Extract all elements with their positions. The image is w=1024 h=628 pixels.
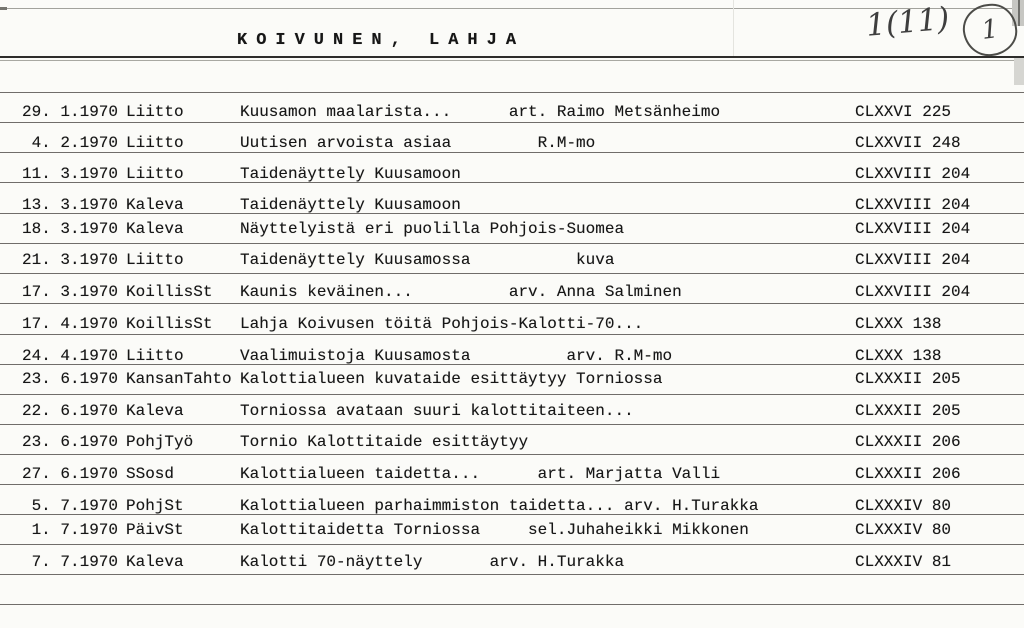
entry-reference: CLXXVIII 204 <box>855 251 971 269</box>
entry-title: Taidenäyttely Kuusamoon <box>240 196 461 214</box>
entry-date: 24. 4.1970 <box>21 347 118 365</box>
entry-reference: CLXXXIV 80 <box>855 497 952 515</box>
table-row <box>0 315 1024 333</box>
sheet-count-note: 1(11) <box>864 0 951 44</box>
entry-reference: CLXXXII 206 <box>855 465 961 483</box>
entry-title: Kalotti 70-näyttely arv. H.Turakka <box>240 553 625 571</box>
entry-reference: CLXXXIV 80 <box>855 521 952 539</box>
ruled-line <box>0 394 1024 395</box>
entry-title: Näyttelyistä eri puolilla Pohjois-Suomea <box>240 220 625 238</box>
entry-date: 1. 7.1970 <box>31 521 118 539</box>
scan-artifact <box>733 0 734 56</box>
table-row <box>0 347 1024 365</box>
entry-source: PohjTyö <box>126 433 194 451</box>
ruled-line <box>0 122 1024 123</box>
entry-title: Tornio Kalottitaide esittäytyy <box>240 433 529 451</box>
entry-source: Kaleva <box>126 196 184 214</box>
entry-source: Kaleva <box>126 402 184 420</box>
entry-source: Liitto <box>126 165 184 183</box>
ruled-line <box>0 544 1024 545</box>
entry-reference: CLXXVII 248 <box>855 134 961 152</box>
entry-source: PohjSt <box>126 497 184 515</box>
entry-title: Kalottialueen kuvataide esittäytyy Torniossa <box>240 370 663 388</box>
entry-reference: CLXXXIV 81 <box>855 553 952 571</box>
entry-reference: CLXXXII 205 <box>855 370 961 388</box>
entry-date: 5. 7.1970 <box>31 497 118 515</box>
entry-source: Liitto <box>126 347 184 365</box>
ruled-line <box>0 574 1024 575</box>
entry-date: 22. 6.1970 <box>21 402 118 420</box>
entry-reference: CLXXXII 206 <box>855 433 961 451</box>
ruled-line <box>0 243 1024 244</box>
ruled-line <box>0 484 1024 485</box>
entry-title: Vaalimuistoja Kuusamosta arv. R.M-mo <box>240 347 673 365</box>
entry-source: KoillisSt <box>126 283 213 301</box>
table-row <box>0 370 1024 388</box>
entry-date: 13. 3.1970 <box>21 196 118 214</box>
entry-reference: CLXXVI 225 <box>855 103 952 121</box>
entry-source: Kaleva <box>126 220 184 238</box>
table-row <box>0 251 1024 269</box>
entry-reference: CLXXX 138 <box>855 347 942 365</box>
entry-reference: CLXXVIII 204 <box>855 196 971 214</box>
entry-title: Kuusamon maalarista... art. Raimo Metsänheimo <box>240 103 721 121</box>
ruled-line <box>0 604 1024 605</box>
table-row <box>0 521 1024 539</box>
entry-title: Kaunis keväinen... arv. Anna Salminen <box>240 283 682 301</box>
ruled-line <box>0 92 1024 93</box>
ruled-line <box>0 303 1024 304</box>
entry-source: Liitto <box>126 134 184 152</box>
page-number: 1 <box>979 14 1001 46</box>
entry-reference: CLXXVIII 204 <box>855 165 971 183</box>
entry-title: Kalottitaidetta Torniossa sel.Juhaheikki Mikkonen <box>240 521 749 539</box>
page-title: KOIVUNEN, LAHJA <box>237 31 526 50</box>
entry-source: PäivSt <box>126 521 184 539</box>
ruled-line <box>0 454 1024 455</box>
entry-source: Liitto <box>126 103 184 121</box>
entry-source: KoillisSt <box>126 315 213 333</box>
table-row <box>0 283 1024 301</box>
table-row <box>0 433 1024 451</box>
table-row <box>0 497 1024 515</box>
entry-date: 11. 3.1970 <box>21 165 118 183</box>
ruled-line <box>0 273 1024 274</box>
scan-artifact <box>0 7 7 10</box>
entry-source: Kaleva <box>126 553 184 571</box>
entry-reference: CLXXXII 205 <box>855 402 961 420</box>
entry-date: 18. 3.1970 <box>21 220 118 238</box>
entry-title: Lahja Koivusen töitä Pohjois-Kalotti-70... <box>240 315 644 333</box>
entry-title: Uutisen arvoista asiaa R.M-mo <box>240 134 596 152</box>
entry-title: Taidenäyttely Kuusamoon <box>240 165 461 183</box>
entry-title: Kalottialueen taidetta... art. Marjatta Valli <box>240 465 721 483</box>
entry-date: 4. 2.1970 <box>31 134 118 152</box>
entry-date: 23. 6.1970 <box>21 370 118 388</box>
entry-source: SSosd <box>126 465 175 483</box>
ruled-line <box>0 334 1024 335</box>
header-rule-shadow <box>0 60 1024 61</box>
ruled-line <box>0 424 1024 425</box>
table-row <box>0 165 1024 183</box>
scan-artifact <box>1018 0 1020 26</box>
table-row <box>0 465 1024 483</box>
entry-reference: CLXXVIII 204 <box>855 283 971 301</box>
entry-date: 29. 1.1970 <box>21 103 118 121</box>
page-number-circle <box>960 1 1020 59</box>
entry-date: 17. 4.1970 <box>21 315 118 333</box>
entry-reference: CLXXVIII 204 <box>855 220 971 238</box>
ruled-line <box>0 152 1024 153</box>
scan-artifact <box>1014 58 1024 85</box>
entry-date: 23. 6.1970 <box>21 433 118 451</box>
entry-date: 21. 3.1970 <box>21 251 118 269</box>
entry-reference: CLXXX 138 <box>855 315 942 333</box>
entry-title: Kalottialueen parhaimmiston taidetta... arv. H.Turakka <box>240 497 759 515</box>
table-row <box>0 103 1024 121</box>
entry-date: 27. 6.1970 <box>21 465 118 483</box>
table-row <box>0 196 1024 214</box>
entry-title: Torniossa avataan suuri kalottitaiteen... <box>240 402 634 420</box>
table-row <box>0 553 1024 571</box>
entry-source: KansanTahto <box>126 370 232 388</box>
entry-title: Taidenäyttely Kuusamossa kuva <box>240 251 615 269</box>
table-row <box>0 134 1024 152</box>
table-row <box>0 402 1024 420</box>
header-rule <box>0 56 1024 58</box>
entry-date: 7. 7.1970 <box>31 553 118 571</box>
table-row <box>0 220 1024 238</box>
entry-source: Liitto <box>126 251 184 269</box>
entry-date: 17. 3.1970 <box>21 283 118 301</box>
